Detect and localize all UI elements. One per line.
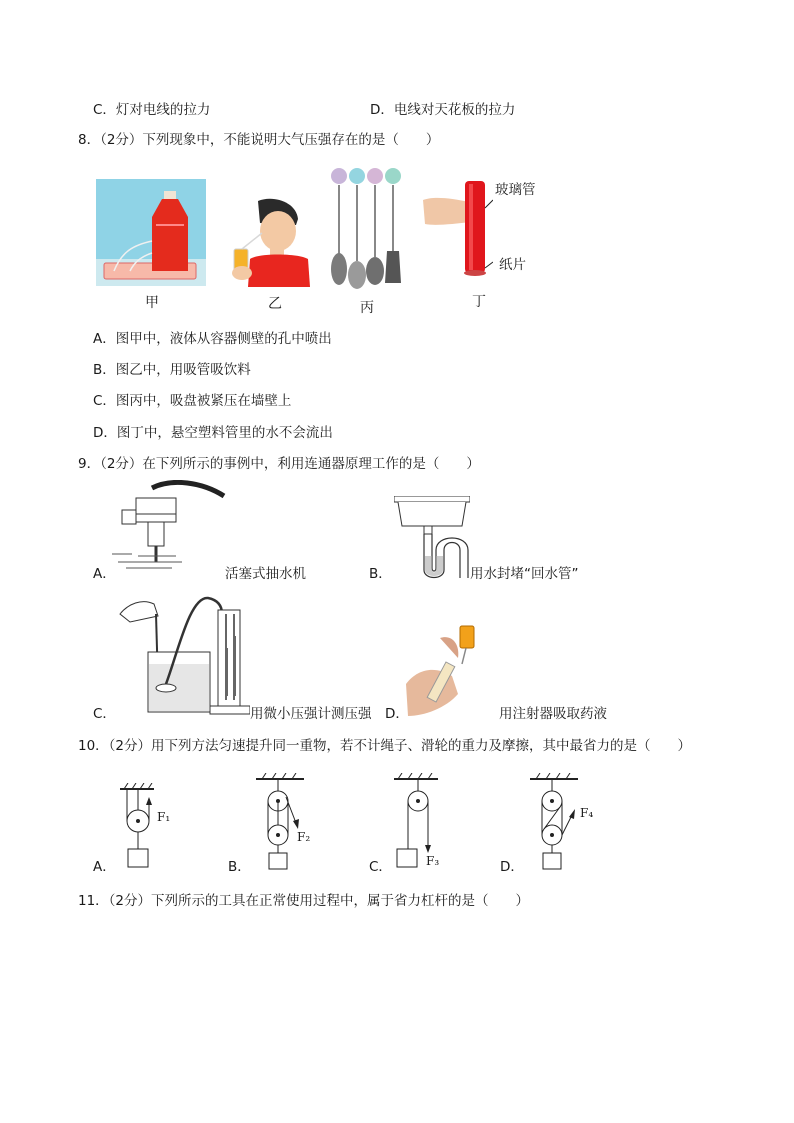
q10-option-d-letter: D． — [500, 859, 524, 875]
q10-option-a-letter: A． — [93, 859, 116, 875]
q8-option-b: B．图乙中，用吸管吸饮料 — [93, 362, 251, 378]
q8-label-bing: 丙 — [360, 300, 374, 316]
q8-figure-yi — [228, 197, 310, 287]
q7-option-c: C．灯对电线的拉力 — [93, 102, 211, 118]
q8-stem: 8．（2分）下列现象中，不能说明大气压强存在的是（ ） — [78, 132, 440, 148]
q9-option-b-caption: 用水封堵“回水管” — [470, 566, 579, 582]
q9-stem: 9．（2分）在下列所示的事例中，利用连通器原理工作的是（ ） — [78, 456, 480, 472]
q9-option-c-caption: 用微小压强计测压强 — [250, 706, 372, 722]
q7-option-d: D．电线对天花板的拉力 — [370, 102, 516, 118]
q8-figure-jia — [96, 179, 206, 286]
q10-force-f1: F₁ — [157, 810, 171, 824]
q8-label-ding: 丁 — [472, 294, 486, 310]
q10-force-f2: F₂ — [297, 830, 311, 844]
q8-figure-bing — [329, 165, 407, 293]
q10-option-c-letter: C． — [369, 859, 392, 875]
q9-option-a-caption: 活塞式抽水机 — [225, 566, 306, 582]
q10-force-f4: F₄ — [580, 806, 594, 820]
q8-paper-label: 纸片 — [499, 257, 526, 273]
q8-glass-tube-label: 玻璃管 — [495, 182, 536, 198]
q8-label-yi: 乙 — [268, 296, 282, 312]
q8-option-a: A．图甲中，液体从容器侧壁的孔中喷出 — [93, 331, 332, 347]
q8-figure-ding — [423, 178, 493, 278]
q9-option-b-letter: B． — [369, 566, 392, 582]
q8-option-c: C．图丙中，吸盘被紧压在墙壁上 — [93, 393, 292, 409]
q9-option-d-caption: 用注射器吸取药液 — [499, 706, 607, 722]
q10-figure-pulley-d — [530, 773, 590, 871]
q9-option-c-letter: C． — [93, 706, 116, 722]
q9-option-a-letter: A． — [93, 566, 116, 582]
q8-label-jia: 甲 — [145, 295, 159, 311]
q10-option-b-letter: B． — [228, 859, 251, 875]
q10-force-f3: F₃ — [426, 854, 440, 868]
q11-stem: 11．（2分）下列所示的工具在正常使用过程中，属于省力杠杆的是（ ） — [78, 893, 530, 909]
q10-figure-pulley-b — [256, 773, 320, 871]
q9-option-d-letter: D． — [385, 706, 409, 722]
q9-figure-u-trap — [394, 496, 470, 580]
q9-figure-syringe — [406, 624, 484, 716]
q10-figure-pulley-a — [116, 783, 176, 871]
q9-figure-piston-pump — [112, 480, 228, 572]
q9-figure-manometer — [118, 592, 250, 718]
q8-option-d: D．图丁中，悬空塑料管里的水不会流出 — [93, 425, 333, 441]
q10-stem: 10．（2分）用下列方法匀速提升同一重物，若不计绳子、滑轮的重力及摩擦，其中最省力的是（ ） — [78, 738, 692, 754]
